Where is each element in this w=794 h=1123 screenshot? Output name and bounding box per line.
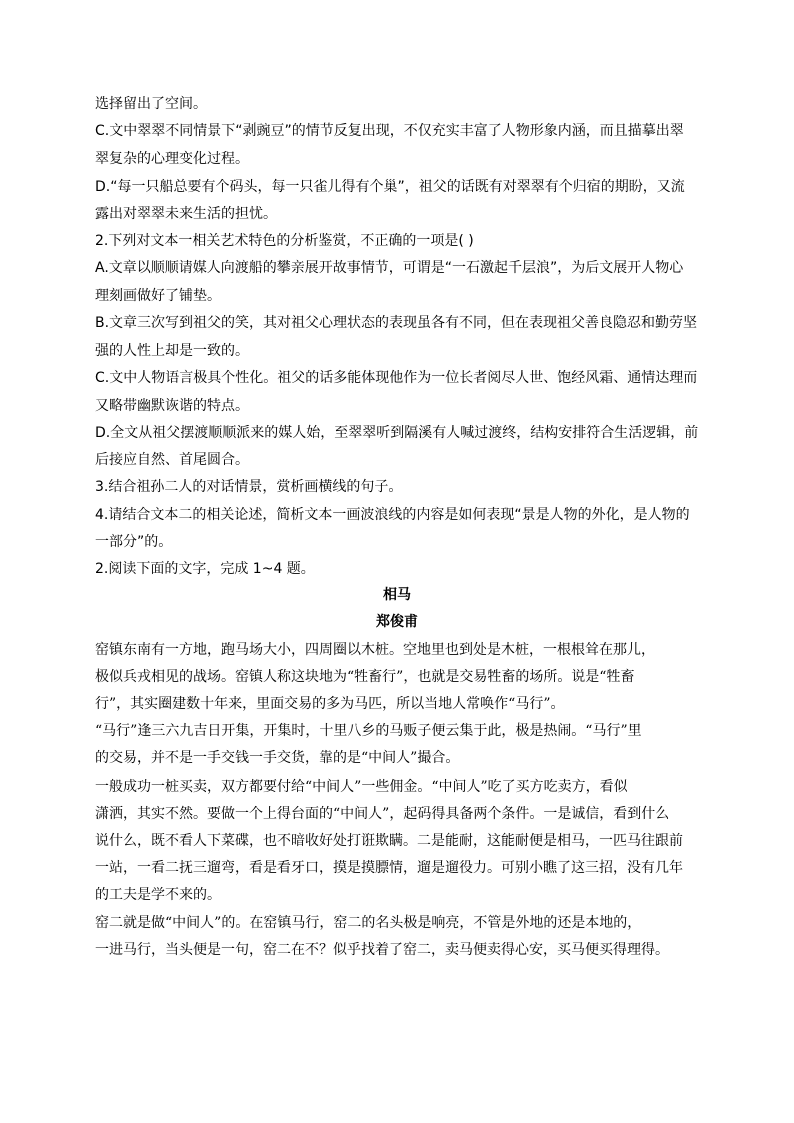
text-line: C.文中翠翠不同情景下“剥豌豆”的情节反复出现，不仅充实丰富了人物形象内涵，而且描摹出翠 — [95, 123, 684, 139]
text-line: 理刻画做好了铺垫。 — [95, 288, 221, 304]
reading-instruction: 2.阅读下面的文字，完成 1~4 题。 — [95, 561, 315, 577]
story-line: 一般成功一桩买卖，双方都要付给“中间人”一些佣金。“中间人”吃了买方吃卖方，看似 — [95, 779, 628, 795]
story-line: “马行”逢三六九吉日开集，开集时，十里八乡的马贩子便云集于此，极是热闹。“马行”里 — [95, 723, 642, 739]
story-line: 一站，一看二抚三遛弯，看是看牙口，摸是摸膘情，遛是遛役力。可别小瞧了这三招，没有几年 — [95, 860, 683, 876]
story-line: 窑镇东南有一方地，跑马场大小，四周圈以木桩。空地里也到处是木桩，一根根耸在那儿， — [95, 642, 655, 658]
story-line: 一进马行，当头便是一句，窑二在不？似乎找着了窑二，卖马便卖得心安，买马便买得理得。 — [95, 942, 669, 958]
story-line: 行”，其实圈建数十年来，里面交易的多为马匹，所以当地人常唤作“马行”。 — [95, 696, 565, 712]
story-line: 极似兵戎相见的战场。窑镇人称这块地为“牲畜行”，也就是交易牲畜的场所。说是“牲畜 — [95, 669, 635, 685]
text-line: D.“每一只船总要有个码头，每一只雀儿得有个巢”，祖父的话既有对翠翠有个归宿的期盼，又流 — [95, 179, 685, 195]
option-b: B.文章三次写到祖父的笑，其对祖父心理状态的表现虽各有不同，但在表现祖父善良隐忍和勤劳坚 — [95, 315, 698, 331]
text-line: 又略带幽默诙谐的特点。 — [95, 398, 249, 414]
story-line: 潇洒，其实不然。要做一个上得台面的“中间人”，起码得具备两个条件。一是诚信，看到什么 — [95, 806, 670, 822]
story-author: 郑俊甫 — [376, 614, 418, 630]
option-d: D.全文从祖父摆渡顺顺派来的媒人始，至翠翠听到隔溪有人喊过渡终，结构安排符合生活逻辑，前 — [95, 425, 699, 441]
text-line: 露出对翠翠未来生活的担忧。 — [95, 206, 277, 222]
question-3: 3.结合祖孙二人的对话情景，赏析画横线的句子。 — [95, 479, 403, 495]
text-line: 翠复杂的心理变化过程。 — [95, 151, 249, 167]
story-line: 的交易，并不是一手交钱一手交货，靠的是“中间人”撮合。 — [95, 750, 460, 766]
option-c: C.文中人物语言极具个性化。祖父的话多能体现他作为一位长者阅尽人世、饱经风霜、通情达理而 — [95, 370, 698, 386]
text-line: 选择留出了空间。 — [95, 96, 207, 112]
question-4: 4.请结合文本二的相关论述，简析文本一画波浪线的内容是如何表现“景是人物的外化，是人物的 — [95, 507, 690, 523]
story-title: 相马 — [383, 587, 411, 603]
story-line: 说什么，既不看人下菜碟，也不暗收好处打诳欺瞒。二是能耐，这能耐便是相马，一匹马往跟前 — [95, 833, 683, 849]
option-a: A.文章以顺顺请媒人向渡船的攀亲展开故事情节，可谓是“一石激起千层浪”，为后文展开人物心 — [95, 260, 684, 276]
text-line: 一部分”的。 — [95, 534, 173, 550]
story-line: 窑二就是做“中间人”的。在窑镇马行，窑二的名头极是响亮，不管是外地的还是本地的， — [95, 915, 642, 931]
story-line: 的工夫是学不来的。 — [95, 887, 221, 903]
question-2: 2.下列对文本一相关艺术特色的分析鉴赏，不正确的一项是( ) — [95, 233, 474, 249]
text-line: 后接应自然、首尾圆合。 — [95, 452, 249, 468]
text-line: 强的人性上却是一致的。 — [95, 343, 249, 359]
